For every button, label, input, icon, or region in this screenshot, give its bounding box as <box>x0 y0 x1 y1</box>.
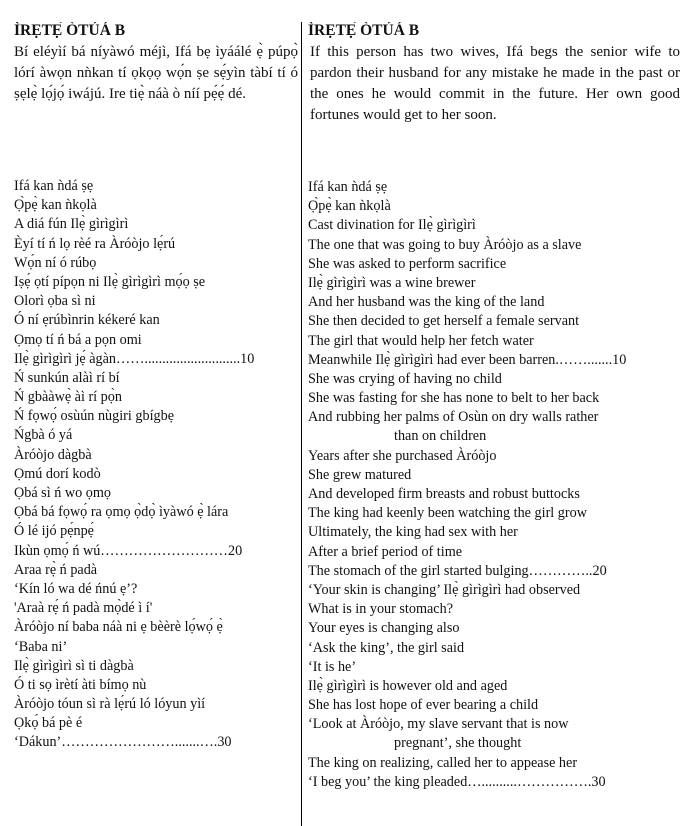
verse-line: Ọ̀pẹ̀ kan ǹkọlà <box>308 198 391 215</box>
yoruba-intro: Bí eléyìí bá níyàwó méjì, Ifá bẹ ìyáálé ẹ̀ púpọ̀ lórí àwọn nǹkan tí ọkọọ wọ́n ṣe sẹ́yìn tàbí tí ó ṣẹlẹ̀ lọ́jọ́ iwájú. Ire tiẹ̀ náà ò níí pẹ́ẹ́ dé. <box>14 44 298 102</box>
verse-line: After a brief period of time <box>308 543 463 560</box>
yoruba-heading: ÌRẸTẸ̀ ÒTÚÁ B <box>14 22 126 39</box>
verse-line: The king had keenly been watching the girl grow <box>308 505 587 522</box>
verse-line: Ilẹ̀ gìrìgìrì is however old and aged <box>308 677 508 694</box>
verse-line: The king on realizing, called her to appease her <box>308 754 578 771</box>
verse-line: Meanwhile Ilẹ̀ gìrìgìrì had ever been barren.…….......10 <box>308 351 627 368</box>
verse-line: Ń fọwọ́ osùún nùgiri gbígbẹ <box>14 408 174 425</box>
column-divider <box>301 22 302 826</box>
verse-line: Ó lé ijó pẹ́npẹ́ <box>14 523 94 540</box>
verse-line: Ń gbààwẹ̀ àì rí pọ̀n <box>14 389 122 406</box>
verse-line: Ilẹ̀ gìrìgìrì was a wine brewer <box>308 274 476 291</box>
verse-line: ‘Your skin is changing’ Ilẹ̀ gìrìgìrì had observed <box>308 581 581 598</box>
verse-line: And rubbing her palms of Osùn on dry walls rather <box>308 409 599 426</box>
verse-line: What is in your stomach? <box>308 601 453 618</box>
verse-line: Ọkọ́ bá pè é <box>14 715 83 732</box>
verse-line: Ilẹ̀ gìrìgìrì sì ti dàgbà <box>14 657 134 674</box>
verse-line: ‘Baba ni’ <box>14 638 68 655</box>
verse-line: Ọbá sì ń wo ọmọ <box>14 485 111 501</box>
verse-line: ‘Look at Àróòjo, my slave servant that is now <box>308 716 569 733</box>
verse-line: She grew matured <box>308 466 412 483</box>
verse-line: ‘It is he’ <box>308 658 357 675</box>
verse-line: Ifá kan ǹdá ṣẹ <box>308 179 388 195</box>
verse-line: The one that was going to buy Àróòjo as a slave <box>308 236 582 253</box>
verse-line: She was asked to perform sacrifice <box>308 255 507 272</box>
verse-line: Ó ti sọ ìrètí àti bímọ nù <box>14 676 147 693</box>
verse-line: Ifá kan ǹdá ṣẹ <box>14 178 94 194</box>
verse-line: Ikùn ọmọ́ ń wú………………………20 <box>14 542 243 559</box>
yoruba-column <box>14 22 298 826</box>
verse-line: Àróòjo tóun sì rà lẹ́rú ló lóyun yìí <box>14 696 206 713</box>
english-intro: If this person has two wives, Ifá begs the senior wife to pardon their husband for any mistake he made in the past or the ones he would commit in the future. Her own good fortunes would get to her soon. <box>310 44 680 123</box>
verse-line: Years after she purchased Àróòjo <box>308 447 497 464</box>
verse-line: Your eyes is changing also <box>308 620 460 637</box>
verse-line: Àróòjo ní baba náà ni ẹ bèèrè lọ́wọ́ ẹ̀ <box>14 619 223 636</box>
verse-line: Ilẹ̀ gìrìgìrì jẹ́ àgàn……...........................10 <box>14 350 255 367</box>
verse-line: Ó ní ẹrúbìnrin kékeré kan <box>14 312 160 329</box>
verse-line: than on children <box>394 428 487 445</box>
verse-line: The stomach of the girl started bulging…………..20 <box>308 562 607 579</box>
verse-line: Ńgbà ó yá <box>14 427 73 444</box>
verse-line: ‘Dákun’…………………….......….30 <box>14 734 232 751</box>
verse-line: Èyí tí ń lọ rèé ra Àróòjo lẹ́rú <box>14 235 176 252</box>
verse-line: ‘I beg you’ the king pleaded…..........…………….30 <box>308 773 606 790</box>
verse-line: She was fasting for she has none to belt to her back <box>308 390 600 407</box>
verse-line: She then decided to get herself a female servant <box>308 313 580 330</box>
verse-line: Ọmọ tí ń bá a pọn omi <box>14 331 142 348</box>
verse-line: ‘Ask the king’, the girl said <box>308 639 465 656</box>
verse-line: Olorì ọba sì ni <box>14 293 96 310</box>
verse-line: The girl that would help her fetch water <box>308 332 534 349</box>
yoruba-verses <box>14 177 298 753</box>
verse-line: Ọbá bá fọwọ́ ra ọmọ ọ̀dọ̀ ìyàwó ẹ̀ lára <box>14 504 229 521</box>
verse-line: pregnant’, she thought <box>394 735 522 752</box>
verse-line: Ń sunkún alàì rí bí <box>14 369 120 386</box>
verse-line: And developed firm breasts and robust buttocks <box>308 486 580 502</box>
verse-line: Araa rẹ̀ ń padà <box>14 561 98 578</box>
english-heading: ÌRẸTẸ̀ ÒTÚÁ B <box>308 22 420 39</box>
verse-line: ‘Kín ló wa dé ńnú ẹ’? <box>14 580 138 597</box>
verse-line: A diá fún Ilẹ̀ gìrìgìrì <box>14 216 129 233</box>
verse-line: Iṣẹ́ ọtí pípọn ni Ilẹ̀ gìrìgìrì mọ́ọ ṣe <box>14 273 206 290</box>
verse-line: 'Araà rẹ́ ń padà mọ̀dé ì í' <box>14 600 153 617</box>
verse-line: She was crying of having no child <box>308 370 502 387</box>
verse-line: Cast divination for Ilẹ̀ gìrìgìrì <box>308 217 476 234</box>
verse-line: She has lost hope of ever bearing a child <box>308 697 539 714</box>
verse-line: Ultimately, the king had sex with her <box>308 524 518 541</box>
english-column <box>308 22 680 826</box>
verse-line: Wọ́n ní ó rúbọ <box>14 254 97 271</box>
verse-line: Àróòjo dàgbà <box>14 446 92 463</box>
verse-line: Ọmú dorí kodò <box>14 465 101 482</box>
verse-line: And her husband was the king of the land <box>308 294 545 311</box>
verse-line: Ọ̀pẹ̀ kan ǹkọlà <box>14 197 97 214</box>
english-verses <box>308 178 680 792</box>
